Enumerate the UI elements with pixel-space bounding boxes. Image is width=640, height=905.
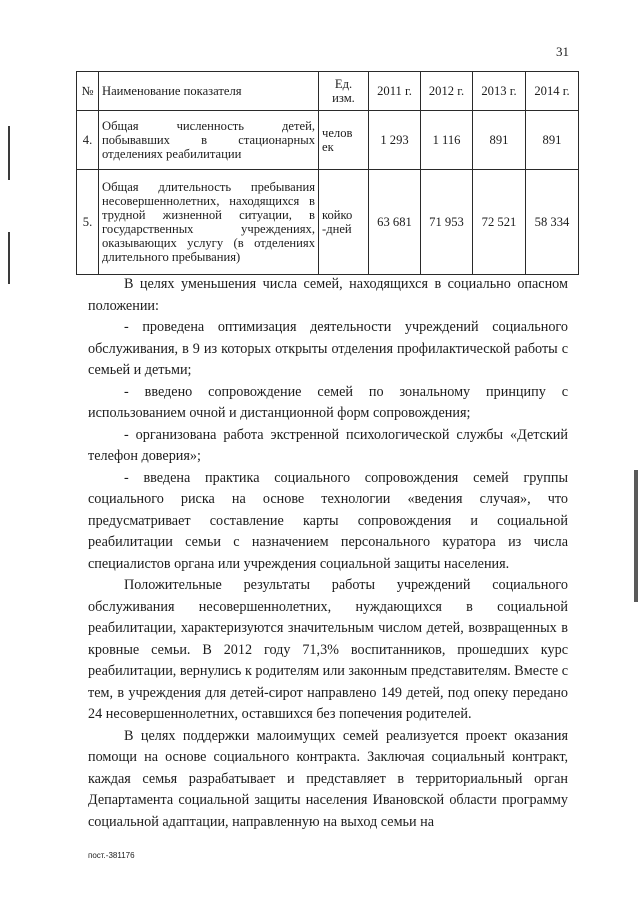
row-name: Общая численность детей, побывавших в стационарных отделениях реабилитации <box>99 111 319 170</box>
header-year-2013: 2013 г. <box>473 72 526 111</box>
body-text <box>88 274 568 833</box>
header-name: Наименование показателя <box>99 72 319 111</box>
row-value-2013: 72 521 <box>473 170 526 275</box>
header-num: № <box>77 72 99 111</box>
paragraph-bullet-zonal-support: - введено сопровождение семей по зональному принципу с использованием очной и дистанционной форм сопровождения; <box>88 383 568 421</box>
indicators-table <box>76 71 579 275</box>
row-unit: койко -дней <box>319 170 369 275</box>
table-header-row <box>77 72 579 111</box>
row-value-2014: 891 <box>526 111 579 170</box>
footer-code: пост.-381176 <box>88 851 135 860</box>
header-year-2012: 2012 г. <box>421 72 473 111</box>
row-name: Общая длительность пребывания несовершеннолетних, находящихся в трудной жизненной ситуации, в государственных учреждениях, оказывающих услугу (в отделениях длительного пребывания) <box>99 170 319 275</box>
paragraph-bullet-optimization: - проведена оптимизация деятельности учреждений социального обслуживания, в 9 из которых открыты отделения профилактической работы с семьей и детьми; <box>88 319 568 378</box>
header-unit: Ед. изм. <box>319 72 369 111</box>
table-row <box>77 111 579 170</box>
row-value-2012: 71 953 <box>421 170 473 275</box>
paragraph-bullet-helpline: - организована работа экстренной психологической службы «Детский телефон доверия»; <box>88 426 568 464</box>
paragraph-social-contract: В целях поддержки малоимущих семей реализуется проект оказания помощи на основе социального контракта. Заключая социальный контракт, каждая семья разрабатывает и представляет в территориальный орган Департамента социальной защиты населения Ивановской области программу социальной адаптации, направленную на выход семьи на <box>88 727 568 830</box>
scan-artifact-left-1 <box>8 126 10 180</box>
row-value-2013: 891 <box>473 111 526 170</box>
scan-artifact-right <box>634 470 638 602</box>
row-value-2012: 1 116 <box>421 111 473 170</box>
paragraph-results: Положительные результаты работы учреждений социального обслуживания несовершеннолетних, нуждающихся в социальной реабилитации, характеризуются значительным числом детей, возвращенных в кровные семьи. В 2012 году 71,3% воспитанников, прошедших курс реабилитации, вернулись к родителям или законным представителям. Вместе с тем, в учреждения для детей-сирот направлено 149 детей, под опеку передано 24 несовершеннолетних, оставшихся без попечения родителей. <box>88 577 568 722</box>
paragraph-bullet-case-management: - введена практика социального сопровождения семей группы социального риска на основе технологии «ведения случая», что предусматривает составление карты сопровождения и социальной реабилитации семьи с назначением персонального куратора из числа специалистов органа или учреждения социальной защиты населения. <box>88 469 568 572</box>
row-num: 5. <box>77 170 99 275</box>
paragraph-intro: В целях уменьшения числа семей, находящихся в социально опасном положении: <box>88 276 568 314</box>
row-unit: челов ек <box>319 111 369 170</box>
row-value-2014: 58 334 <box>526 170 579 275</box>
row-num: 4. <box>77 111 99 170</box>
row-value-2011: 1 293 <box>369 111 421 170</box>
header-year-2011: 2011 г. <box>369 72 421 111</box>
table-row <box>77 170 579 275</box>
row-value-2011: 63 681 <box>369 170 421 275</box>
scan-artifact-left-2 <box>8 232 10 284</box>
page-number: 31 <box>556 44 569 59</box>
header-year-2014: 2014 г. <box>526 72 579 111</box>
